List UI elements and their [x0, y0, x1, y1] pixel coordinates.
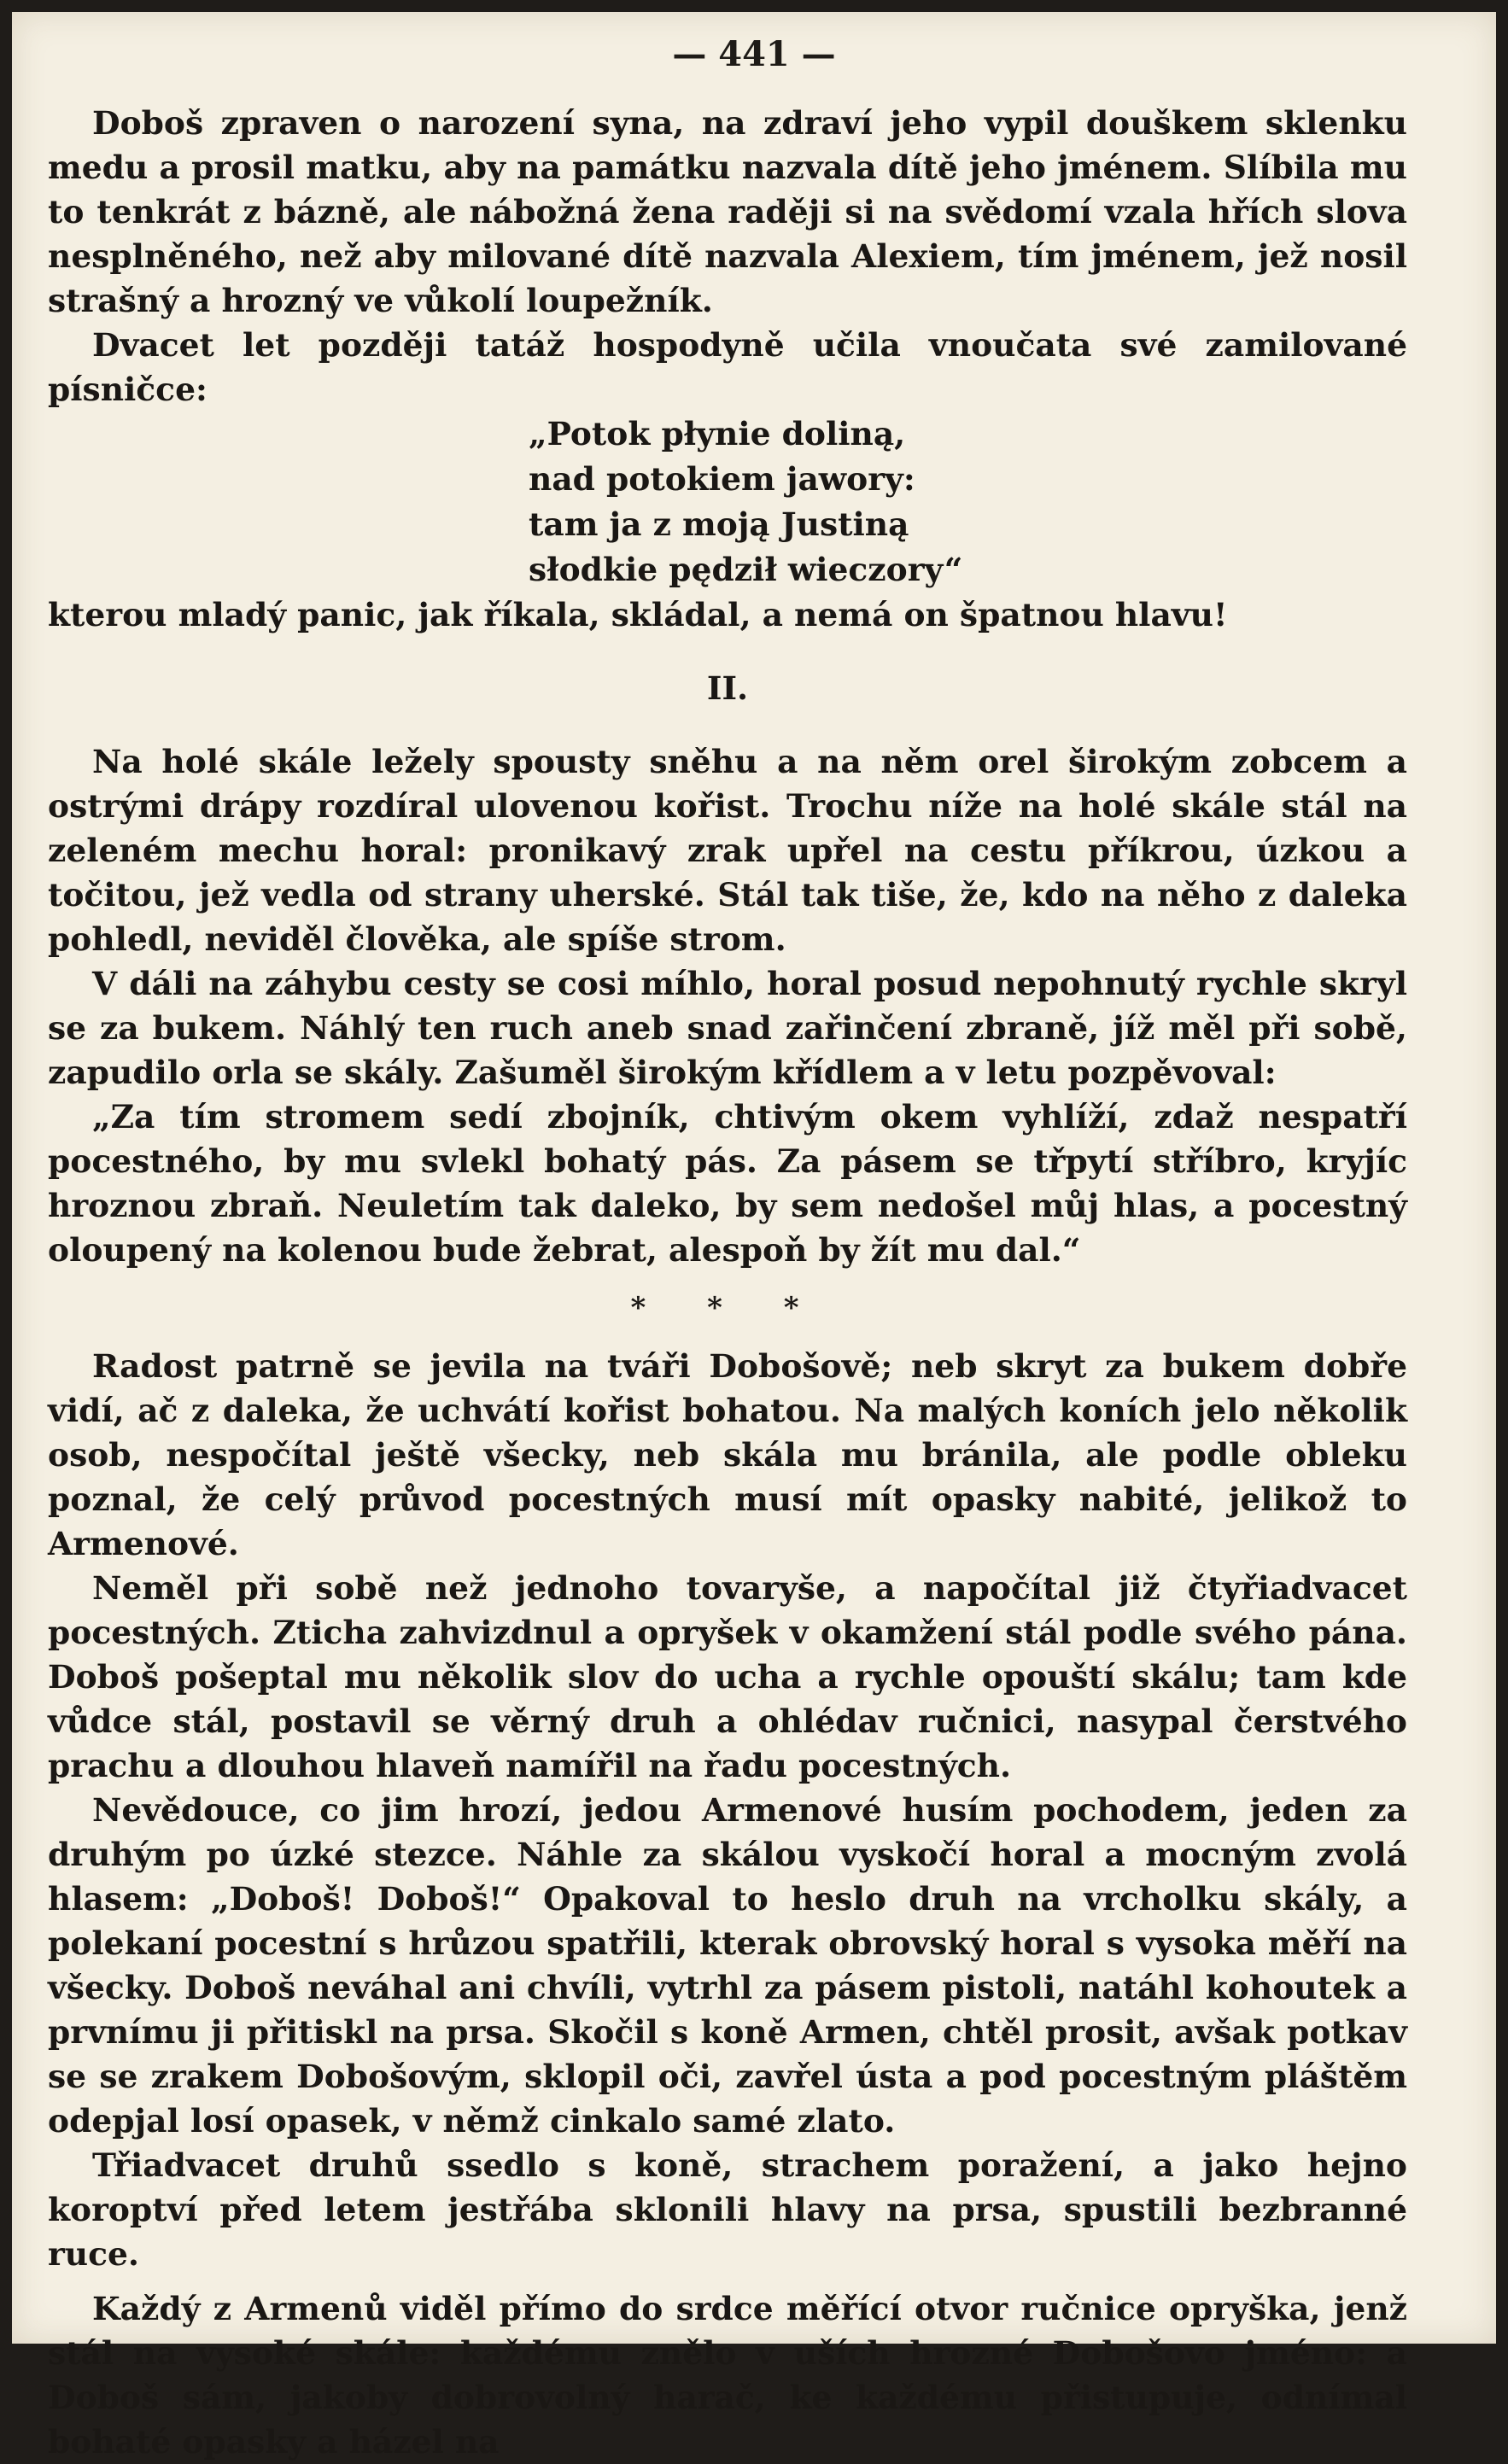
section-separator: * * * [630, 1291, 825, 1325]
paragraph: Nevědouce, co jim hrozí, jedou Armenové husím pochodem, jeden za druhým po úzké stezce. Náhle za skálou vyskočí horal a mocným zvolá hlasem: „Doboš! Doboš!“ Opakoval to heslo druh na vrcholku skály, a polekaní pocestní s hrůzou spatřili, kterak obrovský horal s vysoka měří na všecky. Doboš neváhal ani chvíli, vytrhl za pásem pistoli, natáhl kohoutek a prvnímu ji přitiskl na prsa. Skočil s koně Armen, chtěl prosit, avšak potkav se se zrakem Dobošovým, sklopil oči, zavřel ústa a pod pocestným pláštěm odepjal losí opasek, v němž cinkalo samé zlato. [48, 1791, 1407, 2140]
section-heading: II. [706, 669, 749, 707]
paragraph: kterou mladý panic, jak říkala, skládal, a nemá on špatnou hlavu! [48, 596, 1228, 634]
page-number: — 441 — [672, 34, 836, 74]
book-page [12, 12, 1496, 2461]
paragraph: Dvacet let později tatáž hospodyně učila vnoučata své zamilované písničce: [48, 326, 1407, 408]
poem-line: słodkie pędził wieczory“ [529, 551, 963, 588]
poem-line: „Potok płynie doliną, [529, 415, 906, 453]
paragraph: V dáli na záhybu cesty se cosi míhlo, horal posud nepohnutý rychle skryl se za bukem. Náhlý ten ruch aneb snad zařinčení zbraně, jíž měl při sobě, zapudilo orla se skály. Zašuměl širokým křídlem a v letu pozpěvoval: [48, 965, 1407, 1091]
paragraph: Doboš zpraven o narození syna, na zdraví jeho vypil douškem sklenku medu a prosil matku, aby na památku nazvala dítě jeho jménem. Slíbila mu to tenkrát z bázně, ale nábožná žena raději si na svědomí vzala hřích slova nesplněného, než aby milované dítě nazvala Alexiem, tím jménem, jež nosil strašný a hrozný ve vůkolí loupežník. [48, 104, 1407, 319]
poem-line: nad potokiem jawory: [529, 460, 915, 498]
paragraph: Třiadvacet druhů ssedlo s koně, strachem poražení, a jako hejno koroptví před letem jestřába sklonili hlavy na prsa, spustili bezbranné ruce. [48, 2146, 1407, 2273]
paragraph: „Za tím stromem sedí zbojník, chtivým okem vyhlíží, zdaž nespatří pocestného, by mu svlekl bohatý pás. Za pásem se třpytí stříbro, kryjíc hroznou zbraň. Neuletím tak daleko, by sem nedošel můj hlas, a pocestný oloupený na kolenou bude žebrat, alespoň by žít mu dal.“ [48, 1098, 1407, 1269]
poem-line: tam ja z moją Justiną [529, 505, 909, 543]
paragraph: Radost patrně se jevila na tváři Dobošově; neb skryt za bukem dobře vidí, ač z daleka, že uchvátí kořist bohatou. Na malých koních jelo několik osob, nespočítal ještě všecky, neb skála mu bránila, ale podle obleku poznal, že celý průvod pocestných musí mít opasky nabité, jelikož to Armenové. [48, 1347, 1407, 1562]
paragraph: Neměl při sobě než jednoho tovaryše, a napočítal již čtyřiadvacet pocestných. Zticha zahvizdnul a opryšek v okamžení stál podle svého pána. Doboš pošeptal mu několik slov do ucha a rychle opouští skálu; tam kde vůdce stál, postavil se věrný druh a ohlédav ručnici, nasypal čerstvého prachu a dlouhou hlaveň namířil na řadu pocestných. [48, 1569, 1407, 1784]
page-text [48, 101, 1407, 2464]
paragraph: Každý z Armenů viděl přímo do srdce měřící otvor ručnice opryška, jenž stál na vysoké skále: každému znělo v uších hrozné Dobošovo jméno: a Doboš sám, jakoby dobrovolný harač, ke každému přistupuje, odnímal bohaté opasky a házel na [48, 2290, 1407, 2461]
poem [529, 412, 1407, 593]
paragraph: Na holé skále ležely spousty sněhu a na něm orel širokým zobcem a ostrými drápy rozdíral ulovenou kořist. Trochu níže na holé skále stál na zeleném mechu horal: pronikavý zrak upřel na cestu příkrou, úzkou a točitou, jež vedla od strany uherské. Stál tak tiše, že, kdo na něho z daleka pohledl, neviděl člověka, ale spíše strom. [48, 743, 1407, 958]
